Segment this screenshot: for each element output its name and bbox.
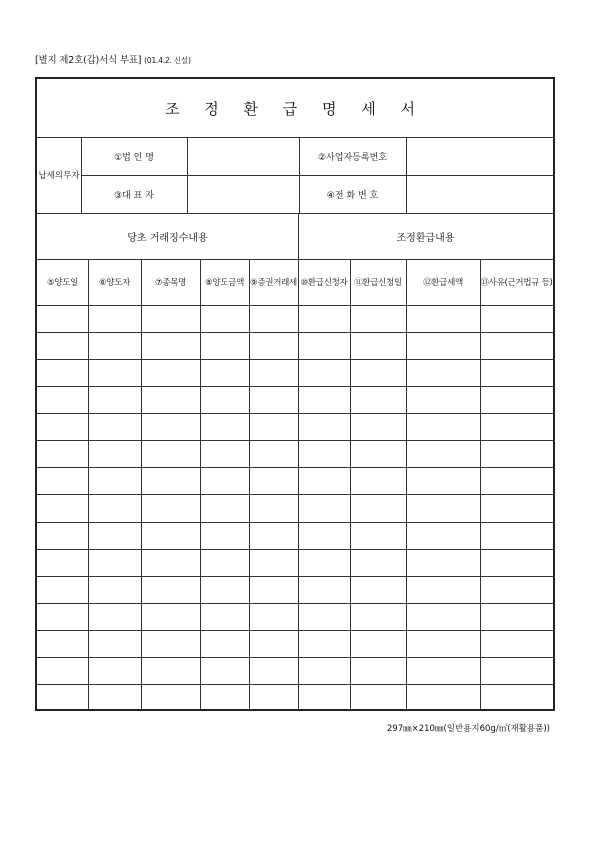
col-reason: ⑬사유(근거법규 등)	[480, 278, 553, 288]
phone-field[interactable]	[406, 175, 553, 213]
table-row[interactable]	[37, 657, 553, 658]
representative-label: ③대 표 자	[114, 190, 154, 201]
table-row[interactable]	[37, 549, 553, 550]
table-row[interactable]	[37, 603, 553, 604]
col-transfer-date: ⑤양도일	[46, 278, 79, 288]
form-title: 조 정 환 급 명 세 서	[164, 99, 426, 118]
form-reference	[35, 52, 191, 66]
table-row[interactable]	[37, 332, 553, 333]
col-securities-tax: ⑨증권거래세	[250, 278, 297, 288]
taxpayer-block	[37, 137, 553, 214]
refund-statement-form	[35, 77, 555, 711]
col-refund-applicant: ⑩환급신청자	[300, 278, 348, 288]
col-refund-tax-amount: ⑫환급세액	[423, 278, 463, 288]
col-transfer-amount: ⑧양도금액	[205, 278, 244, 288]
title-row	[37, 79, 553, 138]
table-row[interactable]	[37, 494, 553, 495]
biz-reg-no-label: ②사업자등록번호	[318, 152, 387, 163]
form-ref-label: [별지 제2호(갑)서식 부표]	[35, 55, 142, 66]
table-row[interactable]	[37, 630, 553, 631]
table-row[interactable]	[37, 359, 553, 360]
col-refund-apply-date: ⑪환급신청일	[354, 278, 402, 288]
representative-field[interactable]	[187, 175, 299, 213]
table-row[interactable]	[37, 440, 553, 441]
table-row[interactable]	[37, 413, 553, 414]
table-row[interactable]	[37, 684, 553, 685]
taxpayer-label: 납세의무자	[38, 171, 80, 181]
corp-name-field[interactable]	[187, 137, 299, 175]
col-item-name: ⑦종목명	[154, 278, 187, 288]
table-row[interactable]	[37, 522, 553, 523]
section-original-collection: 당초 거래징수내용	[127, 232, 208, 244]
paper-spec: 297㎜×210㎜(일반용지60g/㎡(재활용품))	[386, 724, 550, 734]
col-transferor: ⑥양도자	[98, 278, 131, 288]
section-adjusted-refund: 조정환급내용	[396, 232, 455, 244]
biz-reg-no-field[interactable]	[406, 137, 553, 175]
phone-label: ④전 화 번 호	[326, 190, 379, 201]
table-row[interactable]	[37, 467, 553, 468]
detail-grid	[37, 259, 553, 709]
table-row[interactable]	[37, 576, 553, 577]
corp-name-label: ①법 인 명	[114, 152, 154, 163]
revision-note: (01.4.2. 신설)	[144, 56, 191, 65]
section-header-row	[37, 213, 553, 260]
table-row[interactable]	[37, 386, 553, 387]
